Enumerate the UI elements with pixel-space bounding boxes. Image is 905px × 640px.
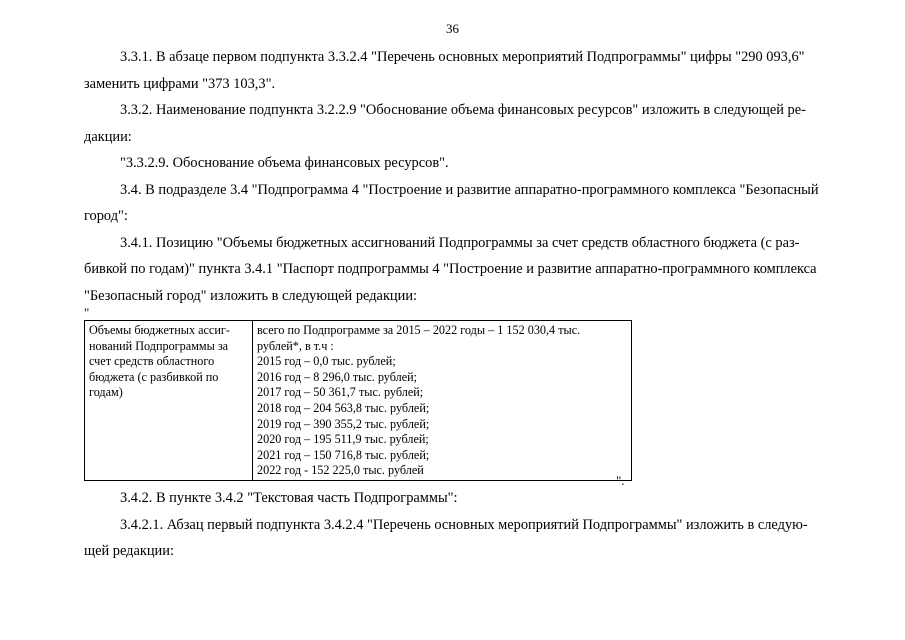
paragraph-3-4-2-1: 3.4.2.1. Абзац первый подпункта 3.4.2.4 "Перечень основных мероприятий Подпрограммы" изложить в следую- щей редакции:: [84, 516, 808, 559]
table-row: [85, 321, 632, 481]
budget-year-line: 2022 год - 152 225,0 тыс. рублей: [257, 463, 424, 478]
page-number: 36: [446, 21, 459, 36]
paragraph-3-3-2: 3.3.2. Наименование подпункта 3.2.2.9 "Обоснование объема финансовых ресурсов" изложить в следующей ре- дакции:: [84, 102, 806, 145]
budget-year-line: 2019 год – 390 355,2 тыс. рублей;: [257, 416, 430, 431]
paragraph-quoted-title: "3.3.2.9. Обоснование объема финансовых ресурсов".: [120, 155, 449, 171]
budget-year-line: 2021 год – 150 716,8 тыс. рублей;: [257, 447, 430, 462]
budget-year-line: 2016 год – 8 296,0 тыс. рублей;: [257, 369, 418, 384]
document-body-top: [84, 44, 856, 309]
budget-year-line: 2020 год – 195 511,9 тыс. рублей;: [257, 432, 429, 447]
budget-label-cell: [85, 321, 253, 481]
budget-total-line: рублей*, в т.ч :: [257, 338, 334, 353]
budget-table: [84, 320, 632, 481]
budget-label-line: Объемы бюджетных ассиг-: [89, 323, 230, 337]
document-body-bottom: [84, 485, 856, 565]
paragraph-3-4-2: 3.4.2. В пункте 3.4.2 "Текстовая часть Подпрограммы":: [120, 490, 458, 506]
budget-year-line: 2015 год – 0,0 тыс. рублей;: [257, 354, 396, 369]
quote-open-mark: ": [84, 305, 90, 320]
quote-close-mark: ".: [616, 473, 625, 488]
budget-year-line: 2017 год – 50 361,7 тыс. рублей;: [257, 385, 424, 400]
paragraph-3-4-1: 3.4.1. Позицию "Объемы бюджетных ассигнований Подпрограммы за счет средств областного бюджета (с раз- бивкой по годам)" пункта 3.4.1 "Паспорт подпрограммы 4 "Построение и развитие аппаратно-программного комплекса "Безопасный город" изложить в следующей редакции:: [84, 234, 817, 304]
paragraph-3-3-1: 3.3.1. В абзаце первом подпункта 3.3.2.4 "Перечень основных мероприятий Подпрограммы" цифры "290 093,6" заменить цифрами "373 103,3".: [84, 49, 805, 92]
budget-label-line: бюджета (с разбивкой по: [89, 369, 219, 384]
budget-total-line: всего по Подпрограмме за 2015 – 2022 годы – 1 152 030,4 тыс.: [257, 323, 581, 337]
budget-values-cell: [253, 321, 632, 481]
paragraph-3-4: 3.4. В подразделе 3.4 "Подпрограмма 4 "Построение и развитие аппаратно-программного комплекса "Безопасный город":: [84, 181, 819, 224]
budget-label-line: годам): [89, 385, 123, 400]
budget-label-line: счет средств областного: [89, 354, 215, 369]
budget-label-line: нований Подпрограммы за: [89, 338, 229, 353]
budget-year-line: 2018 год – 204 563,8 тыс. рублей;: [257, 400, 430, 415]
